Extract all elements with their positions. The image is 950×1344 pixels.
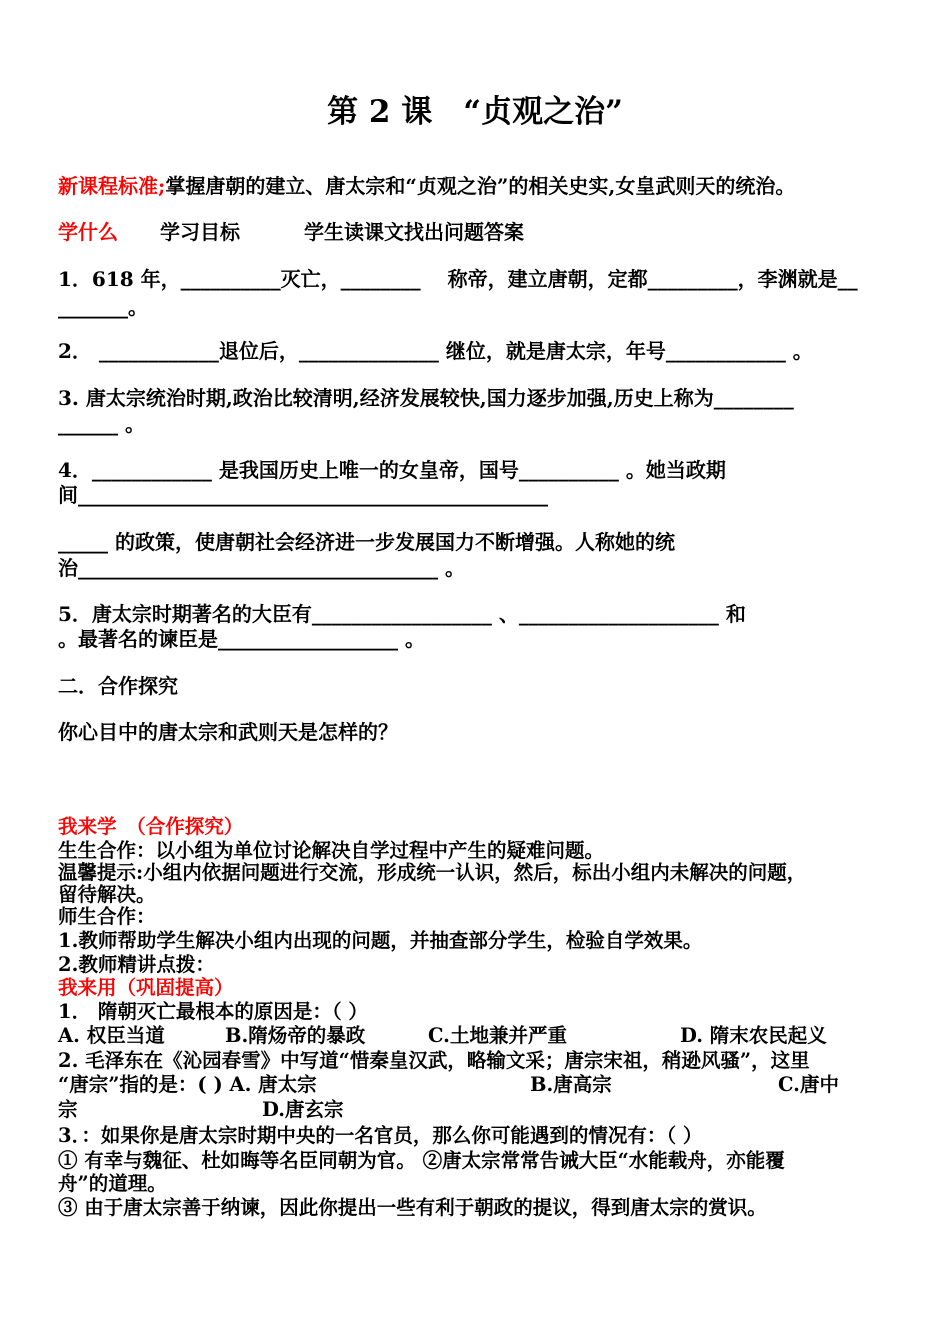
question-2: 2． ____________退位后，______________ 继位，就是唐太宗，年号____________ 。 (58, 339, 813, 363)
mc2-line-3 (58, 1099, 938, 1123)
mc3-item-1: ① 有幸与魏征、杜如晦等名臣同朝为官。 ②唐太宗常常告诫大臣“水能载舟，亦能覆 (58, 1149, 785, 1172)
standard-label: 新课程标准; (58, 174, 166, 198)
question-4-line-2: 间_______________________________________________ (58, 483, 548, 507)
mc3-item-1-cont: 舟”的道理。 (58, 1172, 167, 1195)
question-4-line-1: 4．____________ 是我国历史上唯一的女皇帝，国号__________ 。她当政期 (58, 458, 726, 482)
question-3-line-2: ______ 。 (58, 412, 145, 436)
cooperation-heading: 二．合作探究 (58, 674, 178, 698)
page-title: 第 2 课 “贞观之治” (327, 94, 623, 130)
question-5-line-2: 。最著名的谏臣是__________________ 。 (58, 627, 425, 651)
mc2-option-c-cont: 宗 (58, 1098, 78, 1121)
learning-goal-label: 学习目标 (160, 220, 240, 244)
learn-what-label: 学什么 (58, 220, 118, 244)
learn-what-row (58, 220, 524, 244)
mc1-option-b: B.隋炀帝的暴政 (225, 1024, 366, 1047)
curriculum-standard (58, 174, 795, 198)
mc2-option-b: B.唐高宗 (530, 1073, 612, 1096)
mc1-option-a: A. 权臣当道 (58, 1024, 165, 1047)
wo-lai-xue-line-5: 1.教师帮助学生解决小组内出现的问题，并抽查部分学生，检验自学效果。 (58, 929, 703, 952)
mc1-option-c: C.土地兼并严重 (428, 1024, 567, 1047)
mc3-question: 3．：如果你是唐太宗时期中央的一名官员，那么你可能遇到的情况有：（ ） (58, 1124, 703, 1147)
wo-lai-yong-heading: 我来用（巩固提高） (58, 976, 234, 999)
question-1-line-2: _______。 (58, 295, 148, 319)
mc2-option-c: C.唐中 (778, 1073, 839, 1096)
mc2-line-2 (58, 1074, 938, 1098)
question-4-line-3: _____ 的政策，使唐朝社会经济进一步发展国力不断增强。人称她的统 (58, 530, 675, 554)
mc1-question: 1． 隋朝灭亡最根本的原因是：（ ） (58, 1000, 368, 1023)
mc1-option-d: D. 隋末农民起义 (680, 1024, 827, 1047)
mc2-line-1: 2. 毛泽东在《沁园春雪》中写道“惜秦皇汉武，略输文采；唐宗宋祖，稍逊风骚”，这里 (58, 1049, 810, 1072)
learning-instruction: 学生读课文找出问题答案 (304, 220, 524, 244)
wo-lai-xue-line-3: 留待解决。 (58, 883, 156, 906)
wo-lai-xue-heading: 我来学 （合作探究） (58, 815, 244, 838)
wo-lai-xue-line-4: 师生合作： (58, 905, 156, 928)
question-1-line-1: 1．618 年，__________灭亡，________ 称帝，建立唐朝，定都_________，李渊就是__ (58, 267, 858, 291)
question-5-line-1: 5．唐太宗时期著名的大臣有__________________ 、____________________ 和 (58, 602, 746, 626)
mc2-option-d: D.唐玄宗 (262, 1098, 344, 1121)
cooperation-question: 你心目中的唐太宗和武则天是怎样的？ (58, 720, 398, 744)
question-3-line-1: 3. 唐太宗统治时期,政治比较清明,经济发展较快,国力逐步加强,历史上称为________ (58, 386, 794, 410)
wo-lai-xue-line-1: 生生合作：以小组为单位讨论解决自学过程中产生的疑难问题。 (58, 839, 605, 862)
mc3-item-3: ③ 由于唐太宗善于纳谏，因此你提出一些有利于朝政的提议，得到唐太宗的赏识。 (58, 1196, 767, 1219)
wo-lai-xue-line-6: 2.教师精讲点拨： (58, 953, 215, 976)
standard-text: 掌握唐朝的建立、唐太宗和“贞观之治”的相关史实,女皇武则天的统治。 (165, 174, 796, 198)
mc2-question-option-a: “唐宗”指的是：( ) A. 唐太宗 (58, 1073, 317, 1096)
wo-lai-xue-line-2: 温馨提示:小组内依据问题进行交流，形成统一认识，然后，标出小组内未解决的问题， (58, 861, 807, 884)
mc1-options (58, 1025, 938, 1049)
question-4-line-4: 治____________________________________ 。 (58, 556, 465, 580)
